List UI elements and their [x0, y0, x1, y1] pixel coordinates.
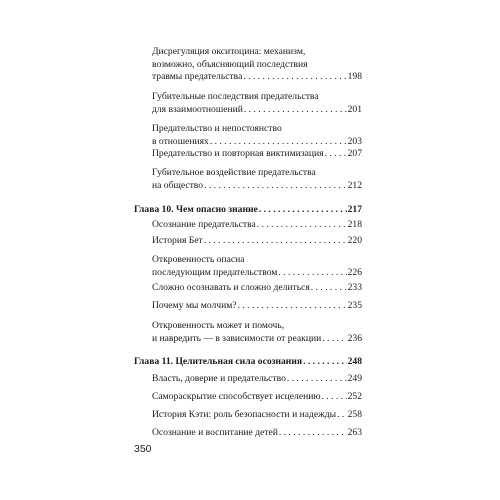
- toc-entry: [152, 235, 362, 248]
- toc-entry-page: 236: [347, 332, 362, 344]
- toc-entry-page: 249: [347, 373, 362, 384]
- dot-leader: [278, 267, 346, 280]
- toc-entry-title: последующим предательством: [152, 266, 278, 278]
- toc-entry-title: травмы предательства: [152, 71, 243, 83]
- toc-entry-page: 198: [347, 71, 362, 83]
- dot-leader: [322, 391, 347, 404]
- toc-entry-title: для взаимоотношений: [152, 103, 243, 115]
- toc-entry-line: Предательство и непостоянство: [152, 123, 282, 134]
- dot-leader: [322, 333, 346, 346]
- toc-entry: [152, 148, 362, 161]
- toc-entry-page: 218: [347, 219, 362, 230]
- chapter-page: 217: [347, 204, 362, 215]
- dot-leader: [259, 204, 347, 217]
- toc-entry: [152, 167, 362, 192]
- toc-entry-page: 235: [347, 300, 362, 311]
- chapter-page: 248: [347, 356, 362, 367]
- dot-leader: [279, 427, 347, 440]
- dot-leader: [204, 235, 347, 248]
- toc-chapter: [134, 356, 362, 369]
- toc-entry-page: 207: [347, 148, 362, 159]
- chapter-title: Глава 10. Чем опасно знание: [134, 204, 258, 215]
- toc-entry: [152, 427, 362, 440]
- dot-leader: [311, 282, 347, 295]
- toc-entry-title: Власть, доверие и предательство: [152, 373, 286, 384]
- toc-entry: [152, 91, 362, 116]
- toc-entry-line: возможно, объясняющий последствия: [152, 58, 308, 70]
- toc-entry-title: Предательство и повторная виктимизация: [152, 148, 324, 159]
- toc-entry-page: 252: [347, 391, 362, 402]
- toc-entry-title: История Бет: [152, 235, 203, 246]
- dot-leader: [257, 219, 347, 232]
- toc-entry: [152, 254, 362, 279]
- toc-entry: [152, 391, 362, 404]
- dot-leader: [244, 104, 347, 117]
- toc-entry: [152, 409, 362, 422]
- dot-leader: [243, 71, 346, 84]
- toc-entry-title: Почему мы молчим?: [152, 300, 237, 311]
- toc-entry-title: на общество: [152, 179, 204, 191]
- dot-leader: [210, 136, 347, 149]
- toc-entry-page: 226: [347, 266, 362, 278]
- toc-entry-line: Губительные последствия предательства: [152, 91, 319, 102]
- toc-entry-line: Откровенность опасна: [152, 254, 245, 265]
- dot-leader: [337, 409, 347, 422]
- toc-entry-title: Осознание предательства: [152, 219, 256, 230]
- dot-leader: [204, 180, 347, 193]
- toc-entry-line: Откровенность может и помочь,: [152, 320, 285, 331]
- toc-entry: [152, 320, 362, 345]
- toc-entry-title: и навредить — в зависимости от реакции: [152, 332, 322, 344]
- chapter-title: Глава 11. Целительная сила осознания: [134, 356, 303, 367]
- toc-entry-title: Сложно осознавать и сложно делиться: [152, 282, 310, 293]
- toc-entry-page: 201: [347, 103, 362, 115]
- toc-entry-title: Осознание и воспитание детей: [152, 427, 278, 438]
- toc-entry-page: 220: [347, 235, 362, 246]
- toc-entry: [152, 219, 362, 232]
- toc-entry: [152, 373, 362, 386]
- dot-leader: [325, 148, 347, 161]
- toc-entry: [152, 300, 362, 313]
- toc-entry-page: 258: [347, 409, 362, 420]
- toc-entry-title: в отношениях: [152, 135, 209, 147]
- toc-entry-line: Дисрегуляция окситоцина: механизм,: [152, 46, 306, 57]
- toc-entry: [152, 282, 362, 295]
- toc-entry-page: 263: [347, 427, 362, 438]
- toc-entry: [152, 123, 362, 148]
- toc-entry-page: 212: [347, 179, 362, 191]
- dot-leader: [238, 300, 347, 313]
- toc-entry: [152, 46, 362, 84]
- dot-leader: [303, 356, 347, 369]
- dot-leader: [287, 373, 347, 386]
- toc-entry-line: Губительное воздействие предательства: [152, 167, 316, 178]
- toc-entry-title: Самораскрытие способствует исцелению: [152, 391, 321, 402]
- toc-entry-page: 203: [347, 135, 362, 147]
- toc-entry-title: История Кэти: роль безопасности и надежды: [152, 409, 337, 420]
- toc-chapter: [134, 204, 362, 217]
- toc-entry-page: 233: [347, 282, 362, 293]
- page-number: 350: [134, 443, 152, 455]
